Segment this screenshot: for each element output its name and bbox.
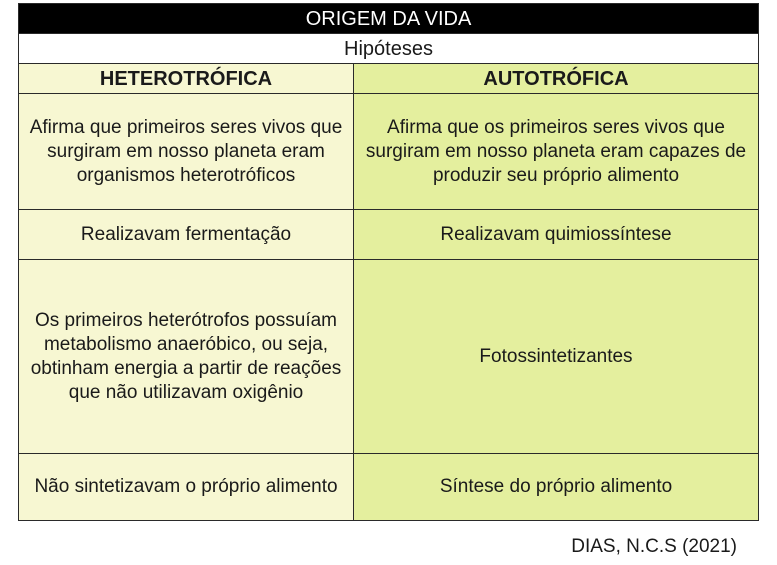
- cell-autotrofica: Realizavam quimiossíntese: [354, 210, 759, 260]
- table-title: ORIGEM DA VIDA: [19, 4, 759, 34]
- title-row: [19, 4, 759, 34]
- table-row: [19, 210, 759, 260]
- cell-autotrofica: Afirma que os primeiros seres vivos que surgiram em nosso planeta eram capazes de produzir seu próprio alimento: [354, 94, 759, 210]
- table-row: [19, 94, 759, 210]
- column-header-autotrofica: AUTOTRÓFICA: [354, 64, 759, 94]
- cell-autotrofica: Síntese do próprio alimento: [354, 454, 759, 521]
- table-subtitle: Hipóteses: [19, 34, 759, 64]
- subtitle-row: [19, 34, 759, 64]
- cell-autotrofica: Fotossintetizantes: [354, 260, 759, 454]
- table-row: [19, 260, 759, 454]
- source-credit: DIAS, N.C.S (2021): [571, 536, 737, 557]
- header-row: [19, 64, 759, 94]
- table-row: [19, 454, 759, 521]
- column-header-heterotrofica: HETEROTRÓFICA: [19, 64, 354, 94]
- cell-heterotrofica: Afirma que primeiros seres vivos que surgiram em nosso planeta eram organismos heterotróficos: [19, 94, 354, 210]
- cell-heterotrofica: Os primeiros heterótrofos possuíam metabolismo anaeróbico, ou seja, obtinham energia a partir de reações que não utilizavam oxigênio: [19, 260, 354, 454]
- cell-heterotrofica: Realizavam fermentação: [19, 210, 354, 260]
- origem-da-vida-table: [18, 3, 759, 521]
- cell-heterotrofica: Não sintetizavam o próprio alimento: [19, 454, 354, 521]
